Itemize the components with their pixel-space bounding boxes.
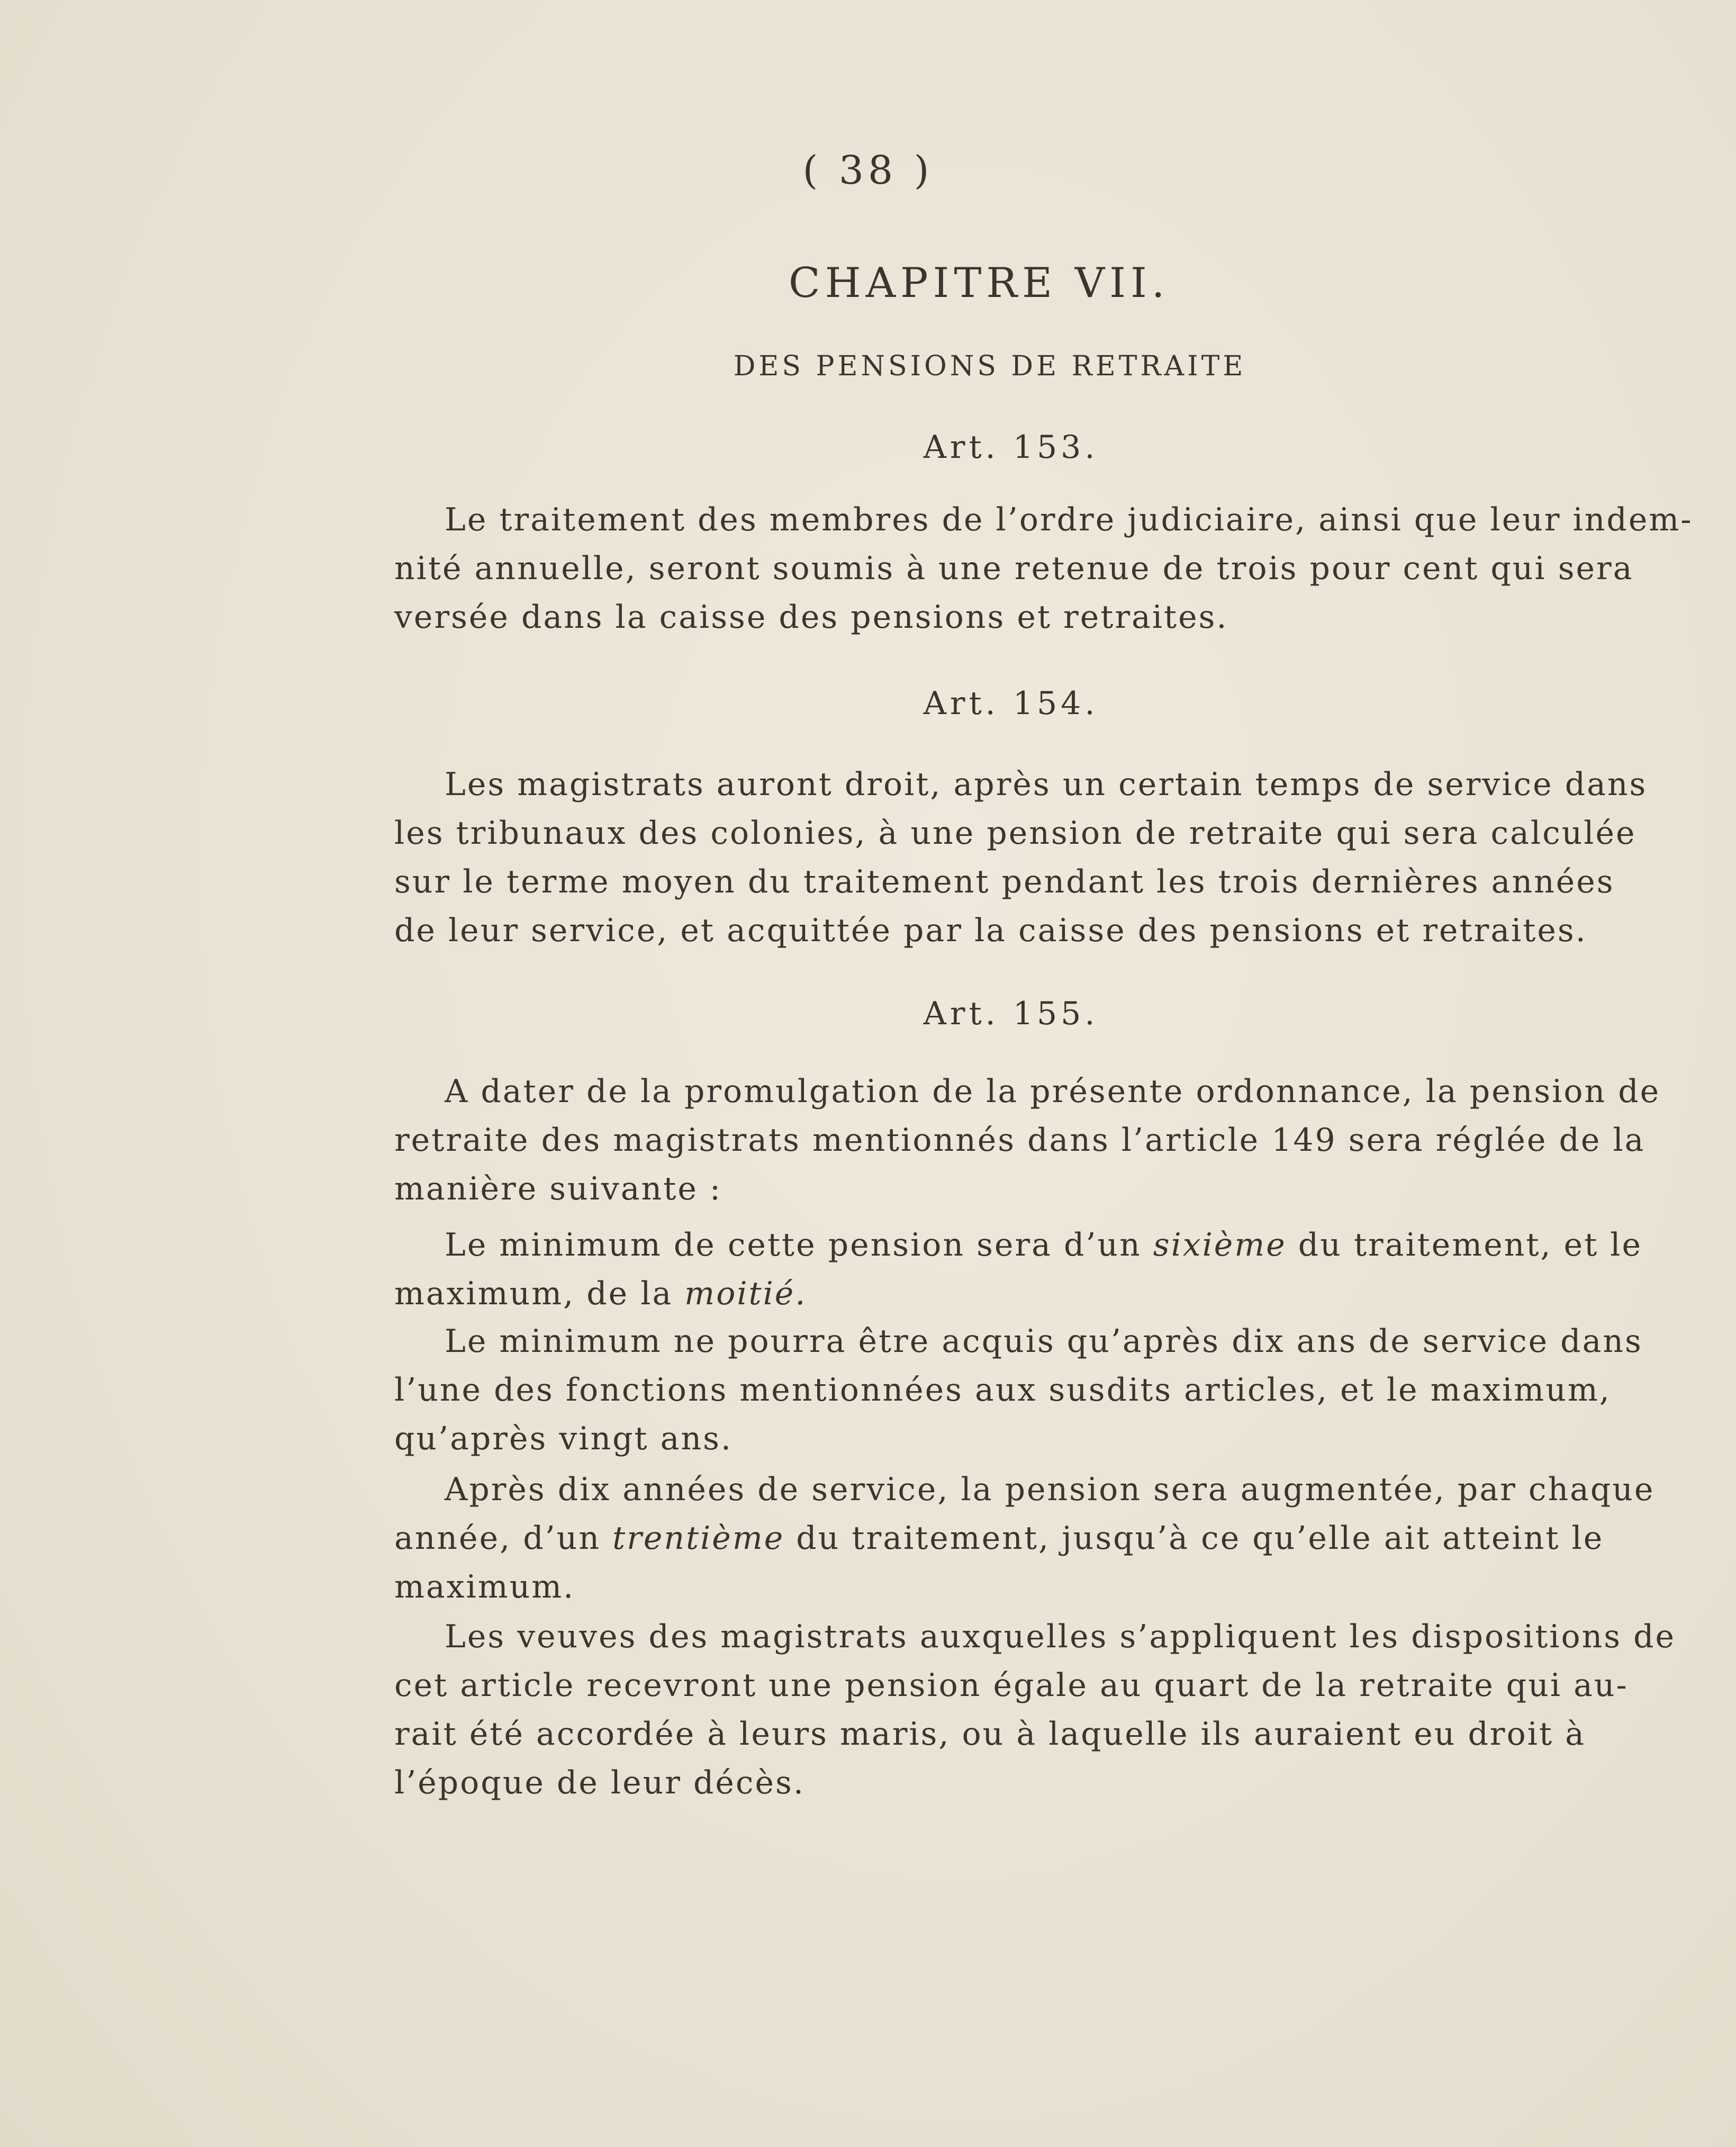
italic-term-moitie: moitié. (684, 1275, 807, 1312)
text-segment: Le minimum de cette pension sera d’un (445, 1226, 1142, 1264)
article-153-line: nité annuelle, seront soumis à une retenue de trois pour cent qui sera (394, 550, 1634, 587)
article-155-paragraph-4-line: Après dix années de service, la pension sera augmentée, par chaque (445, 1471, 1655, 1508)
text-segment: du traitement, et le (1298, 1226, 1642, 1264)
text-segment: année, d’un (394, 1520, 601, 1557)
article-154-line: les tribunaux des colonies, à une pension de retraite qui sera calculée (394, 815, 1636, 852)
article-heading-155: Art. 155. (923, 995, 1099, 1032)
article-153-line: versée dans la caisse des pensions et retraites. (394, 599, 1228, 636)
page-number: ( 38 ) (802, 148, 934, 193)
article-155-paragraph-3-line: Le minimum ne pourra être acquis qu’après dix ans de service dans (445, 1323, 1643, 1360)
article-155-paragraph-5-line: Les veuves des magistrats auxquelles s’appliquent les dispositions de (445, 1618, 1676, 1655)
article-155-paragraph-4-line: maximum. (394, 1568, 575, 1605)
chapter-subtitle: DES PENSIONS DE RETRAITE (733, 350, 1246, 382)
article-155-paragraph-1-line: manière suivante : (394, 1170, 722, 1207)
italic-term-sixieme: sixième (1153, 1226, 1287, 1264)
article-154-line: sur le terme moyen du traitement pendant les trois dernières années (394, 863, 1615, 900)
article-155-paragraph-5-line: l’époque de leur décès. (394, 1764, 805, 1801)
article-153-line: Le traitement des membres de l’ordre judiciaire, ainsi que leur indem- (445, 501, 1693, 538)
text-segment: maximum, de la (394, 1275, 673, 1312)
article-155-paragraph-4-line (394, 1514, 1604, 1563)
article-155-paragraph-1-line: A dater de la promulgation de la présente ordonnance, la pension de (445, 1073, 1661, 1110)
italic-term-trentieme: trentième (612, 1520, 785, 1557)
article-155-paragraph-2-line (394, 1269, 1570, 1318)
article-heading-154: Art. 154. (923, 685, 1099, 722)
article-heading-153: Art. 153. (923, 429, 1099, 466)
article-155-paragraph-3-line: l’une des fonctions mentionnées aux susdits articles, et le maximum, (394, 1372, 1611, 1409)
chapter-title: CHAPITRE VII. (789, 259, 1170, 307)
article-154-line: Les magistrats auront droit, après un certain temps de service dans (445, 766, 1648, 803)
article-155-paragraph-5-line: rait été accordée à leurs maris, ou à laquelle ils auraient eu droit à (394, 1716, 1586, 1753)
article-155-paragraph-1-line: retraite des magistrats mentionnés dans l’article 149 sera réglée de la (394, 1122, 1645, 1159)
text-segment: du traitement, jusqu’à ce qu’elle ait atteint le (796, 1520, 1604, 1557)
article-155-paragraph-2-line (445, 1221, 1642, 1269)
article-155-paragraph-3-line: qu’après vingt ans. (394, 1420, 733, 1457)
article-154-line: de leur service, et acquittée par la caisse des pensions et retraites. (394, 912, 1587, 949)
article-155-paragraph-5-line: cet article recevront une pension égale au quart de la retraite qui au- (394, 1667, 1629, 1704)
